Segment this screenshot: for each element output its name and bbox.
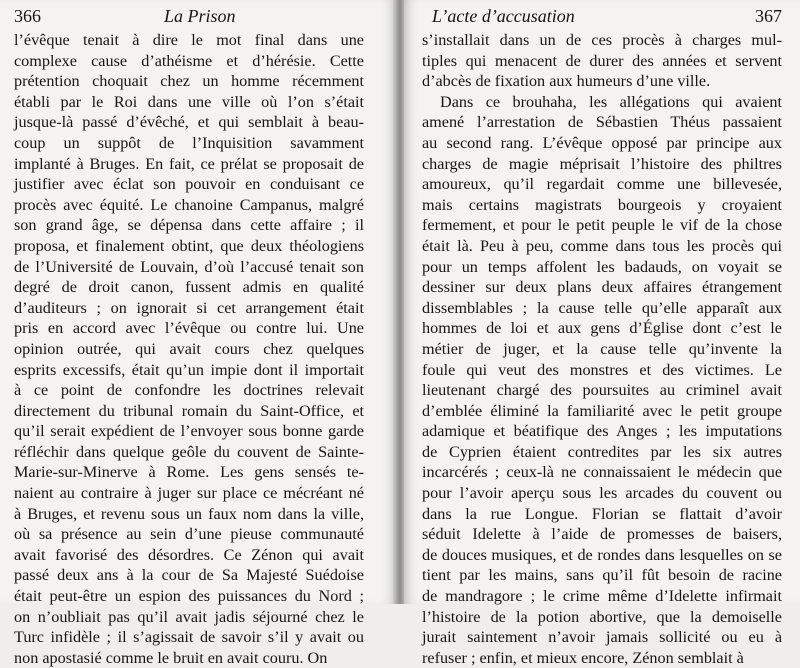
text-line: tiples qui menacent de durer des années et servent: [422, 51, 782, 70]
text-line: Turc infidèle ; il s’agissait de savoir s’il y avait ou: [14, 628, 364, 647]
right-page: [404, 0, 800, 667]
text-line: à Bruges, et revenu sous un faux nom dans la ville,: [14, 504, 364, 523]
left-page-number: 366: [14, 6, 41, 26]
text-line: degré de droit canon, fussent admis en qualité: [14, 278, 364, 297]
text-line: d’auditeurs ; on ignorait si cet arrangement était: [14, 298, 364, 317]
text-line: charges de magie méprisait l’histoire des philtres: [422, 154, 782, 173]
text-line: dans la rue Longue. Florian se flattait d’avoir: [422, 504, 782, 523]
text-line: s’installait dans un de ces procès à charges mul-: [422, 31, 782, 49]
text-line: pour un temps affolent les badauds, on voyait se: [422, 257, 782, 276]
text-line: incarcérés ; ceux-là ne connaissaient le médecin que: [422, 463, 782, 482]
text-line: l’histoire de la potion abortive, que la demoiselle: [422, 607, 782, 626]
text-line: l’évêque tenait à dire le mot final dans une: [14, 31, 364, 49]
text-line: Marie-sur-Minerve à Rome. Les gens sensés te-: [14, 463, 364, 482]
left-running-title: La Prison: [164, 6, 236, 26]
text-line: naient au contraire à juger sur place ce mécréant né: [14, 484, 364, 503]
text-line: amené l’arrestation de Sébastien Théus passaient: [422, 113, 782, 132]
text-line: Dans ce brouhaha, les allégations qui avaient: [440, 92, 782, 111]
text-line: justifier avec éclat son pouvoir en conduisant ce: [14, 175, 364, 194]
text-line: lieutenant chargé des poursuites au criminel avait: [422, 381, 782, 400]
text-line: complexe cause d’athéisme et d’hérésie. Cette: [14, 51, 364, 70]
right-page-text: [422, 30, 782, 668]
left-page-text: [14, 30, 364, 668]
text-line: pour l’avoir aperçu sous les arcades du couvent ou: [422, 484, 782, 503]
text-line: séduit Idelette à l’aide de promesses de baisers,: [422, 525, 782, 544]
text-line: jusque-là passé d’évêché, et qui semblait à beau-: [14, 113, 364, 132]
text-line: dissemblables ; la cause telle qu’elle apparaît aux: [422, 298, 782, 317]
right-page-number: 367: [755, 6, 782, 26]
text-line: d’abcès de fixation aux humeurs d’une ville.: [422, 72, 711, 91]
text-line: mais certains magistrats bourgeois y croyaient: [422, 195, 782, 214]
text-line: passé deux ans à la cour de Sa Majesté Suédoise: [14, 566, 364, 585]
left-page: [0, 0, 396, 667]
text-line: implanté à Bruges. En fait, ce prélat se proposait de: [14, 154, 364, 173]
text-line: amoureux, qu’il regardait comme une billevesée,: [422, 175, 782, 194]
text-line: directement du tribunal romain du Saint-Office, et: [14, 401, 364, 420]
text-line: fermement, et pour le petit peuple le vif de la chose: [422, 216, 782, 235]
text-line: on n’oubliait pas qu’il avait jadis séjourné chez le: [14, 607, 364, 626]
text-line: jurait saintement n’avoir jamais sollicité ou eu à: [422, 628, 782, 647]
text-line: esprits excessifs, était qu’un impie dont il importait: [14, 360, 364, 379]
right-page-header: [416, 5, 786, 27]
text-line: pris en accord avec l’évêque ou contre lui. Une: [14, 319, 364, 338]
text-line: opinion outrée, qui avait cours chez quelques: [14, 339, 364, 358]
text-line: réfléchir dans quelque geôle du couvent de Sainte-: [14, 442, 364, 461]
text-line: établi par le Roi dans une ville où l’on s’était: [14, 92, 364, 111]
text-line: métier de juger, et la cause telle qu’invente la: [422, 339, 782, 358]
text-line: qu’il serait expédient de l’envoyer sous bonne garde: [14, 422, 364, 441]
text-line: de Cyprien étaient contredites par les six autres: [422, 442, 782, 461]
text-line: non apostasié comme le bruit en avait couru. On: [14, 648, 328, 667]
text-line: adamique et béatifique des Anges ; les imputations: [422, 422, 782, 441]
text-line: de douces musiques, et de rondes dans lesquelles on se: [422, 545, 782, 564]
text-line: coup un suppôt de l’Inquisition savamment: [14, 133, 364, 152]
text-line: tient par les mains, sans qu’il fût besoin de racine: [422, 566, 782, 585]
text-line: proposa, et finalement obtint, que deux théologiens: [14, 236, 364, 255]
text-line: dessiner sur deux plans deux affaires étrangement: [422, 278, 782, 297]
text-line: était peut-être un espion des puissances du Nord ;: [14, 587, 364, 606]
text-line: hommes de loi et aux gens d’Église dont c’est le: [422, 319, 782, 338]
text-line: procès avec équité. Le chanoine Campanus, malgré: [14, 195, 364, 214]
text-line: avait favorisé des désordres. Ce Zénon qui avait: [14, 545, 364, 564]
text-line: prétention choquait chez un homme récemment: [14, 72, 364, 91]
text-line: où sa présence au sein d’une pieuse communauté: [14, 525, 364, 544]
text-line: son grand âge, se dépensa dans cette affaire ; il: [14, 216, 364, 235]
text-line: au second rang. L’évêque opposé par principe aux: [422, 133, 782, 152]
text-line: était là. Peu à peu, comme dans tous les procès qui: [422, 236, 782, 255]
text-line: d’emblée éliminé la familiarité avec le petit groupe: [422, 401, 782, 420]
text-line: à ce point de confondre les doctrines relevait: [14, 381, 364, 400]
text-line: de l’Université de Louvain, d’où l’accusé tenait son: [14, 257, 364, 276]
text-line: de mandragore ; le crime même d’Idelette infirmait: [422, 587, 782, 606]
left-page-header: [14, 5, 382, 27]
right-running-title: L’acte d’accusation: [432, 6, 575, 26]
text-line: refuser ; enfin, et mieux encore, Zénon semblait à: [422, 648, 744, 667]
text-line: foule qui veut des monstres et des victimes. Le: [422, 360, 782, 379]
